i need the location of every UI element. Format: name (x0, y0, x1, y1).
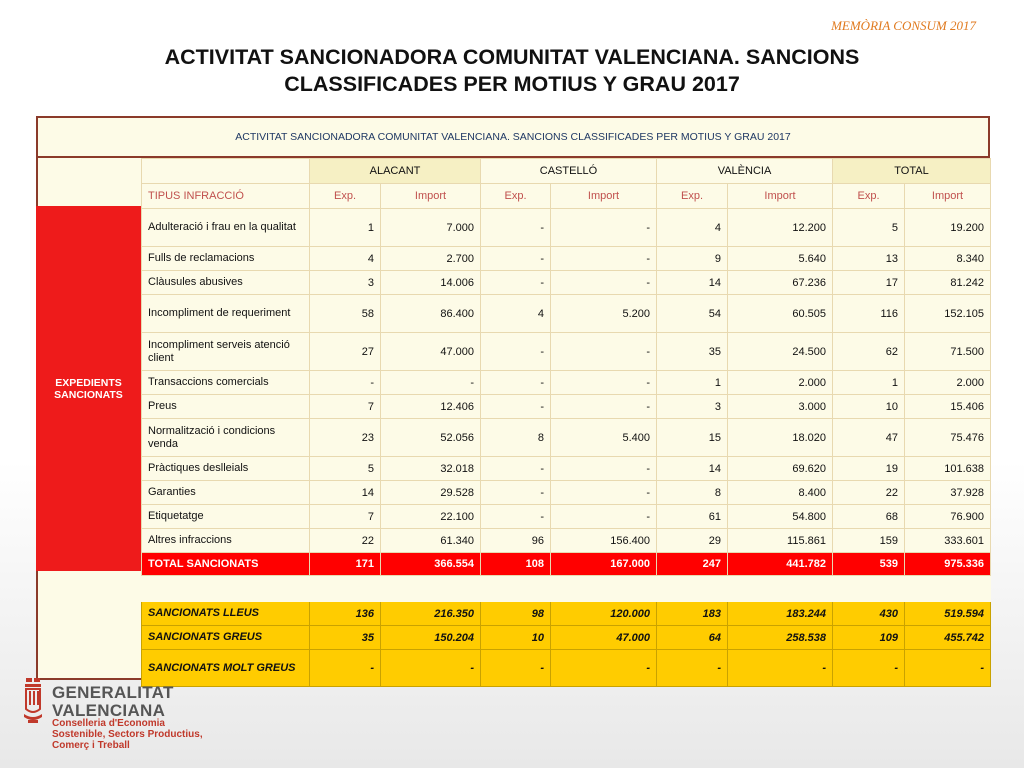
logo-dept-line-1: Conselleria d'Economia (52, 718, 165, 729)
page-title (100, 44, 924, 98)
table-row (142, 481, 991, 505)
exp-cell: - (310, 650, 381, 687)
row-label: Altres infraccions (142, 529, 310, 553)
exp-cell: 8 (657, 481, 728, 505)
exp-cell: 14 (657, 457, 728, 481)
import-header: Import (551, 184, 657, 209)
sanctions-table (141, 158, 991, 687)
row-label: Incompliment serveis atenció client (142, 333, 310, 371)
import-cell: 7.000 (381, 209, 481, 247)
import-cell: 975.336 (905, 553, 991, 576)
exp-cell: 64 (657, 626, 728, 650)
import-cell: 5.400 (551, 419, 657, 457)
import-cell: 2.000 (905, 371, 991, 395)
exp-cell: 3 (657, 395, 728, 419)
exp-cell: - (833, 650, 905, 687)
exp-cell: 58 (310, 295, 381, 333)
import-cell: - (551, 505, 657, 529)
import-cell: - (551, 333, 657, 371)
grade-row (142, 650, 991, 687)
exp-cell: 8 (481, 419, 551, 457)
import-cell: 14.006 (381, 271, 481, 295)
exp-cell: - (481, 505, 551, 529)
exp-cell: 1 (657, 371, 728, 395)
row-label: Garanties (142, 481, 310, 505)
exp-cell: 22 (310, 529, 381, 553)
import-cell: - (551, 247, 657, 271)
coat-of-arms-icon (24, 678, 42, 723)
import-cell: 24.500 (728, 333, 833, 371)
import-cell: 18.020 (728, 419, 833, 457)
column-header-row (142, 184, 991, 209)
import-cell: 156.400 (551, 529, 657, 553)
total-row (142, 553, 991, 576)
exp-cell: - (481, 481, 551, 505)
exp-cell: 14 (657, 271, 728, 295)
import-cell: 8.340 (905, 247, 991, 271)
exp-cell: 47 (833, 419, 905, 457)
import-cell: 47.000 (381, 333, 481, 371)
table-row (142, 333, 991, 371)
row-label: TOTAL SANCIONATS (142, 553, 310, 576)
row-label: Fulls de reclamacions (142, 247, 310, 271)
logo-name-line-2: VALENCIANA (52, 701, 166, 720)
import-cell: 15.406 (905, 395, 991, 419)
import-cell: 441.782 (728, 553, 833, 576)
import-cell: 150.204 (381, 626, 481, 650)
exp-cell: 98 (481, 602, 551, 626)
import-header: Import (728, 184, 833, 209)
sidebar-line-1: EXPEDIENTS (55, 376, 122, 389)
region-header-alacant: ALACANT (310, 159, 481, 184)
import-cell: - (551, 457, 657, 481)
import-cell: - (551, 395, 657, 419)
exp-cell: 61 (657, 505, 728, 529)
table-row (142, 371, 991, 395)
exp-cell: 17 (833, 271, 905, 295)
exp-cell: 247 (657, 553, 728, 576)
import-cell: 2.700 (381, 247, 481, 271)
import-cell: 115.861 (728, 529, 833, 553)
exp-cell: 539 (833, 553, 905, 576)
exp-cell: 19 (833, 457, 905, 481)
exp-cell: 3 (310, 271, 381, 295)
import-cell: 216.350 (381, 602, 481, 626)
import-cell: - (551, 209, 657, 247)
table-row (142, 395, 991, 419)
table-row (142, 419, 991, 457)
spacer-row (142, 576, 991, 602)
exp-cell: 35 (310, 626, 381, 650)
grade-row (142, 602, 991, 626)
exp-cell: 10 (481, 626, 551, 650)
region-header-valencia: VALÈNCIA (657, 159, 833, 184)
exp-cell: 29 (657, 529, 728, 553)
import-cell: - (551, 650, 657, 687)
import-cell: - (728, 650, 833, 687)
exp-header: Exp. (657, 184, 728, 209)
exp-cell: 23 (310, 419, 381, 457)
exp-cell: 5 (833, 209, 905, 247)
tipus-infraccio-header: TIPUS INFRACCIÓ (142, 184, 310, 209)
row-label: Clàusules abusives (142, 271, 310, 295)
exp-cell: 10 (833, 395, 905, 419)
exp-cell: 116 (833, 295, 905, 333)
import-cell: - (551, 371, 657, 395)
import-cell: 54.800 (728, 505, 833, 529)
table-row (142, 247, 991, 271)
exp-cell: 183 (657, 602, 728, 626)
import-cell: 60.505 (728, 295, 833, 333)
import-cell: 258.538 (728, 626, 833, 650)
import-cell: 455.742 (905, 626, 991, 650)
import-cell: 519.594 (905, 602, 991, 626)
exp-cell: 7 (310, 395, 381, 419)
import-header: Import (381, 184, 481, 209)
import-cell: 152.105 (905, 295, 991, 333)
row-label: SANCIONATS LLEUS (142, 602, 310, 626)
exp-cell: 109 (833, 626, 905, 650)
table-row (142, 209, 991, 247)
import-cell: 76.900 (905, 505, 991, 529)
row-label: Etiquetatge (142, 505, 310, 529)
exp-cell: 35 (657, 333, 728, 371)
import-cell: 167.000 (551, 553, 657, 576)
page-title-line-2: CLASSIFICADES PER MOTIUS Y GRAU 2017 (284, 72, 740, 96)
import-cell: 52.056 (381, 419, 481, 457)
import-cell: 47.000 (551, 626, 657, 650)
exp-cell: 54 (657, 295, 728, 333)
row-label: SANCIONATS MOLT GREUS (142, 650, 310, 687)
exp-cell: 1 (310, 209, 381, 247)
exp-cell: 15 (657, 419, 728, 457)
region-header-castello: CASTELLÓ (481, 159, 657, 184)
exp-header: Exp. (481, 184, 551, 209)
import-cell: 3.000 (728, 395, 833, 419)
import-cell: 37.928 (905, 481, 991, 505)
import-cell: - (551, 481, 657, 505)
import-cell: 366.554 (381, 553, 481, 576)
exp-cell: 1 (833, 371, 905, 395)
exp-cell: 108 (481, 553, 551, 576)
exp-cell: - (481, 457, 551, 481)
exp-cell: 22 (833, 481, 905, 505)
import-cell: 5.200 (551, 295, 657, 333)
import-cell: 12.200 (728, 209, 833, 247)
import-cell: 8.400 (728, 481, 833, 505)
exp-header: Exp. (310, 184, 381, 209)
import-cell: - (551, 271, 657, 295)
exp-cell: 68 (833, 505, 905, 529)
exp-cell: - (481, 271, 551, 295)
import-cell: 86.400 (381, 295, 481, 333)
exp-cell: - (481, 650, 551, 687)
import-cell: 333.601 (905, 529, 991, 553)
empty-header-cell (142, 159, 310, 184)
import-cell: - (905, 650, 991, 687)
row-label: Transaccions comercials (142, 371, 310, 395)
import-cell: 75.476 (905, 419, 991, 457)
exp-cell: 5 (310, 457, 381, 481)
table-row (142, 457, 991, 481)
exp-cell: - (481, 371, 551, 395)
exp-cell: 13 (833, 247, 905, 271)
row-label: Pràctiques deslleials (142, 457, 310, 481)
exp-cell: 159 (833, 529, 905, 553)
exp-cell: - (481, 247, 551, 271)
row-label: Normalització i condicions venda (142, 419, 310, 457)
row-label: Incompliment de requeriment (142, 295, 310, 333)
exp-cell: - (481, 209, 551, 247)
import-cell: - (381, 650, 481, 687)
import-cell: 2.000 (728, 371, 833, 395)
sidebar-expedients-sancionats (36, 206, 141, 571)
table-row (142, 529, 991, 553)
import-cell: 22.100 (381, 505, 481, 529)
exp-cell: 171 (310, 553, 381, 576)
logo-name (52, 684, 174, 720)
exp-cell: 96 (481, 529, 551, 553)
exp-header: Exp. (833, 184, 905, 209)
exp-cell: 430 (833, 602, 905, 626)
exp-cell: 27 (310, 333, 381, 371)
import-header: Import (905, 184, 991, 209)
table-row (142, 271, 991, 295)
exp-cell: 4 (657, 209, 728, 247)
import-cell: 29.528 (381, 481, 481, 505)
region-header-total: TOTAL (833, 159, 991, 184)
exp-cell: - (310, 371, 381, 395)
exp-cell: 136 (310, 602, 381, 626)
exp-cell: 14 (310, 481, 381, 505)
sidebar-line-2: SANCIONATS (54, 388, 123, 401)
logo-dept-line-2: Sostenible, Sectors Productius, (52, 729, 203, 740)
import-cell: 61.340 (381, 529, 481, 553)
import-cell: 5.640 (728, 247, 833, 271)
import-cell: 32.018 (381, 457, 481, 481)
exp-cell: - (481, 395, 551, 419)
import-cell: 67.236 (728, 271, 833, 295)
import-cell: - (381, 371, 481, 395)
row-label: Adulteració i frau en la qualitat (142, 209, 310, 247)
exp-cell: - (481, 333, 551, 371)
logo-dept-line-3: Comerç i Treball (52, 740, 130, 751)
exp-cell: - (657, 650, 728, 687)
grade-row (142, 626, 991, 650)
exp-cell: 9 (657, 247, 728, 271)
exp-cell: 4 (310, 247, 381, 271)
exp-cell: 7 (310, 505, 381, 529)
import-cell: 69.620 (728, 457, 833, 481)
table-caption: ACTIVITAT SANCIONADORA COMUNITAT VALENCIANA. SANCIONS CLASSIFICADES PER MOTIUS Y GRAU 2017 (36, 116, 990, 158)
exp-cell: 4 (481, 295, 551, 333)
page-title-line-1: ACTIVITAT SANCIONADORA COMUNITAT VALENCIANA. SANCIONS (164, 45, 860, 69)
import-cell: 19.200 (905, 209, 991, 247)
import-cell: 183.244 (728, 602, 833, 626)
logo-name-line-1: GENERALITAT (52, 683, 174, 702)
import-cell: 101.638 (905, 457, 991, 481)
import-cell: 120.000 (551, 602, 657, 626)
import-cell: 81.242 (905, 271, 991, 295)
exp-cell: 62 (833, 333, 905, 371)
spacer-cell (142, 576, 991, 602)
region-header-row (142, 159, 991, 184)
import-cell: 12.406 (381, 395, 481, 419)
row-label: SANCIONATS GREUS (142, 626, 310, 650)
import-cell: 71.500 (905, 333, 991, 371)
table-row (142, 505, 991, 529)
table-row (142, 295, 991, 333)
logo-department (52, 718, 203, 751)
row-label: Preus (142, 395, 310, 419)
memoria-label: MEMÒRIA CONSUM 2017 (831, 18, 976, 33)
